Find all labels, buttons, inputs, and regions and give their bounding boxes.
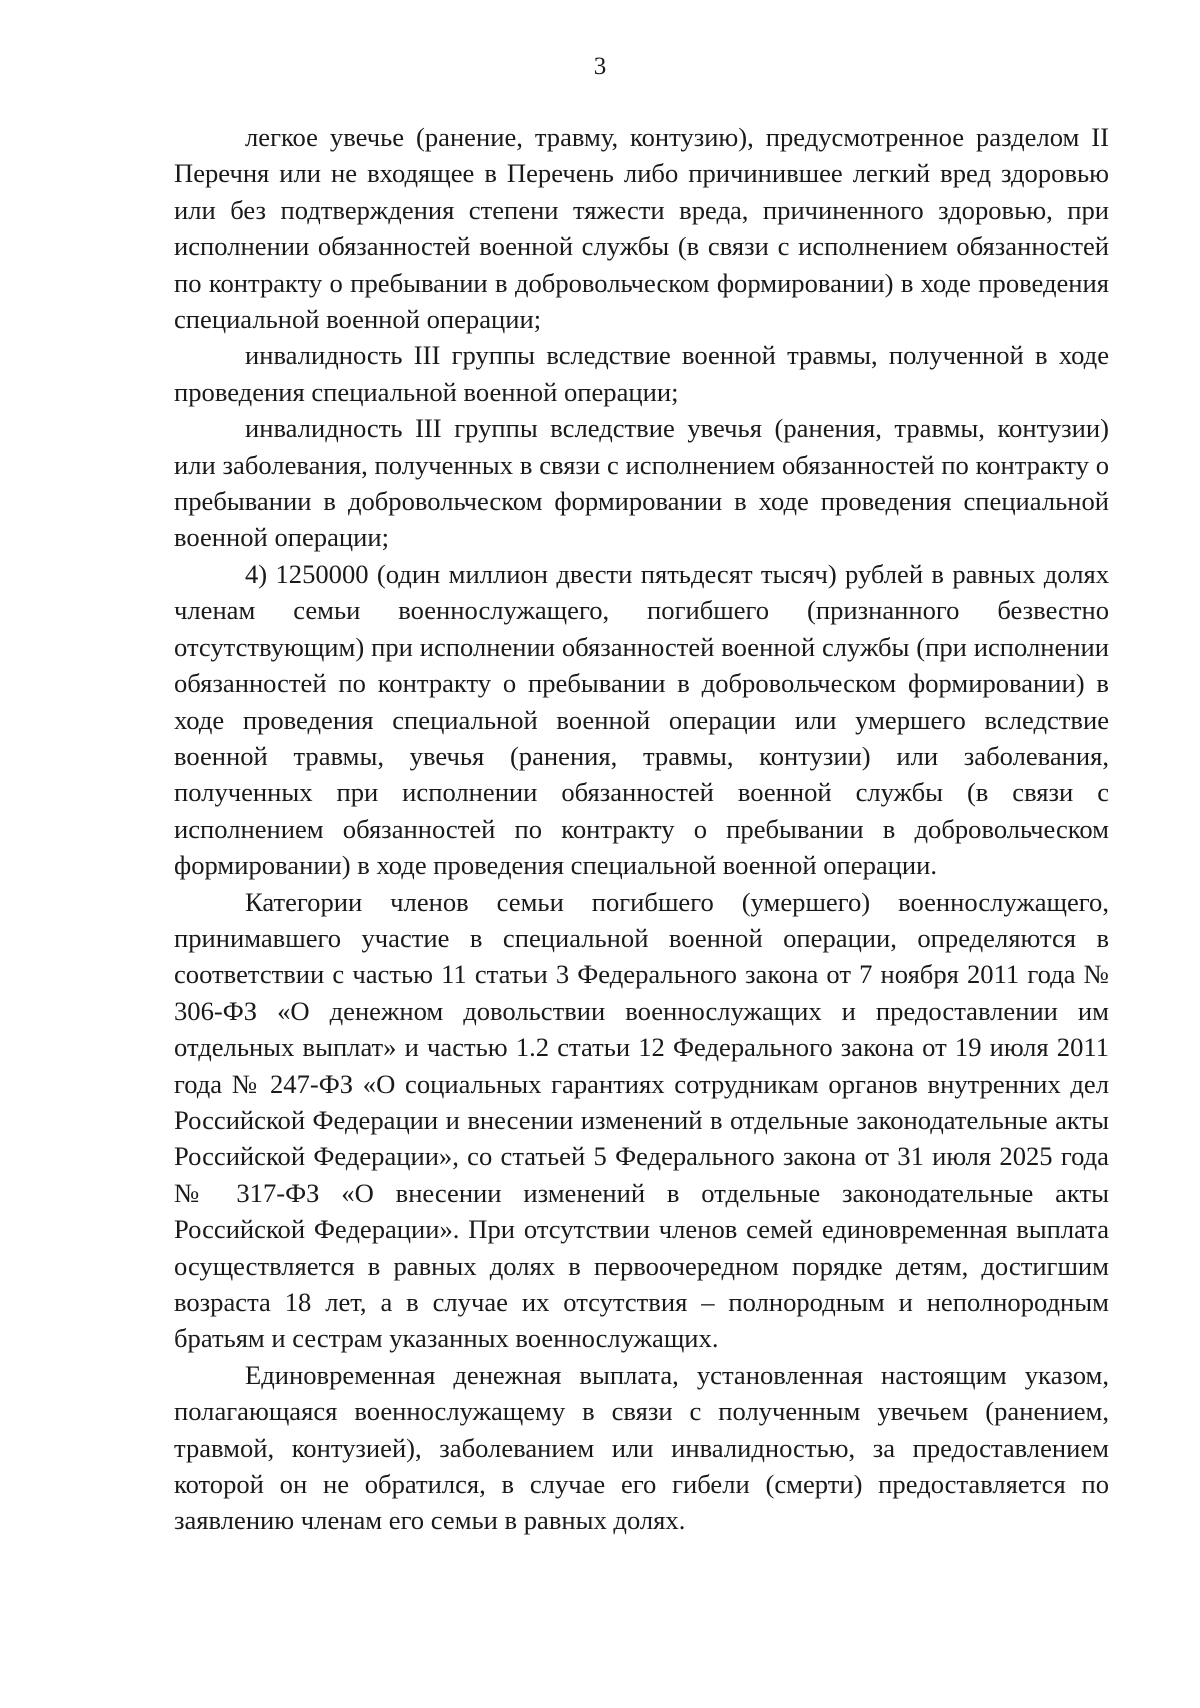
paragraph-item-4-family-payment: 4) 1250000 (один миллион двести пятьдесят тысяч) рублей в равных долях членам семьи военнослужащего, погибшего (признанного безвестно отсутствующим) при исполнении обязанностей военной службы (при исполнении обязанностей по контракту о пребывании в добровольческом формировании) в ходе проведения специальной военной операции или умершего вследствие военной травмы, увечья (ранения, травмы, контузии) или заболевания, полученных при исполнении обязанностей военной службы (в связи с исполнением обязанностей по контракту о пребывании в добровольческом формировании) в ходе проведения специальной военной операции.: [174, 558, 1109, 881]
paragraph-light-injury: легкое увечье (ранение, травму, контузию), предусмотренное разделом II Перечня или не входящее в Перечень либо причинившее легкий вред здоровью или без подтверждения степени тяжести вреда, причиненного здоровью, при исполнении обязанностей военной службы (в связи с исполнением обязанностей по контракту о пребывании в добровольческом формировании) в ходе проведения специальной военной операции;: [174, 122, 1109, 335]
paragraph-unclaimed-payment: Единовременная денежная выплата, установленная настоящим указом, полагающаяся военнослужащему в связи с полученным увечьем (ранением, травмой, контузией), заболеванием или инвалидностью, за предоставлением которой он не обратился, в случае его гибели (смерти) предоставляется по заявлению членам его семьи в равных долях.: [174, 1359, 1109, 1536]
paragraph-disability-volunteer: инвалидность III группы вследствие увечья (ранения, травмы, контузии) или заболевания, полученных в связи с исполнением обязанностей по контракту о пребывании в добровольческом формировании в ходе проведения специальной военной операции;: [174, 413, 1109, 553]
document-body: [174, 119, 1109, 1539]
paragraph-family-categories: Категории членов семьи погибшего (умершего) военнослужащего, принимавшего участие в специальной военной операции, определяются в соответствии с частью 11 статьи 3 Федерального закона от 7 ноября 2011 года № 306-ФЗ «О денежном довольствии военнослужащих и предоставлении им отдельных выплат» и частью 1.2 статьи 12 Федерального закона от 19 июля 2011 года № 247-ФЗ «О социальных гарантиях сотрудникам органов внутренних дел Российской Федерации и внесении изменений в отдельные законодательные акты Российской Федерации», со статьей 5 Федерального закона от 31 июля 2025 года № 317-ФЗ «О внесении изменений в отдельные законодательные акты Российской Федерации». При отсутствии членов семей единовременная выплата осуществляется в равных долях в первоочередном порядке детям, достигшим возраста 18 лет, а в случае их отсутствия – полнородным и неполнородным братьям и сестрам указанных военнослужащих.: [174, 886, 1109, 1354]
page-number: 3: [593, 53, 607, 80]
paragraph-disability-military-trauma: инвалидность III группы вследствие военной травмы, полученной в ходе проведения специальной военной операции;: [174, 340, 1109, 407]
